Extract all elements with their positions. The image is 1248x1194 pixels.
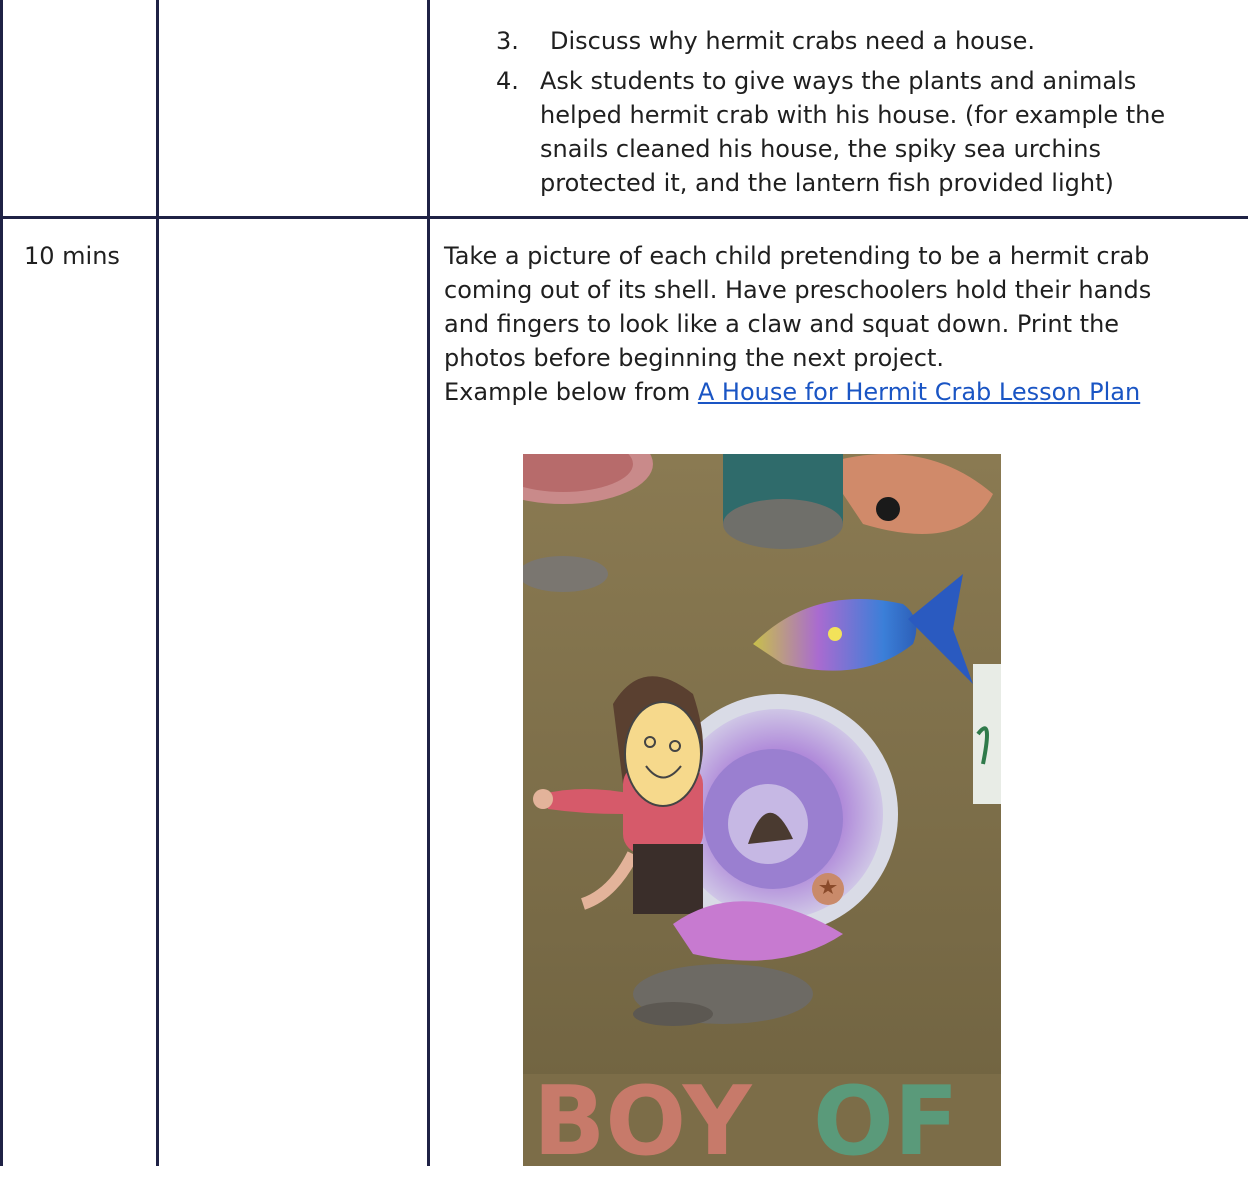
- list-item-text-line: snails cleaned his house, the spiky sea urchins: [540, 135, 1101, 163]
- paragraph-line: coming out of its shell. Have preschoolers hold their hands: [444, 276, 1152, 304]
- list-item-text-line: Ask students to give ways the plants and animals: [540, 67, 1137, 95]
- table-border-col2: [427, 0, 430, 1166]
- table-border-left: [0, 0, 3, 1166]
- list-item-number: 3.: [496, 27, 519, 55]
- example-photo: [523, 454, 1001, 1166]
- paragraph-line: Take a picture of each child pretending to be a hermit crab: [444, 242, 1150, 270]
- table-border-row: [0, 216, 1248, 219]
- lesson-plan-link[interactable]: A House for Hermit Crab Lesson Plan: [697, 378, 1141, 406]
- time-cell: 10 mins: [24, 242, 120, 270]
- table-border-col1: [156, 0, 159, 1166]
- photo-lettering: BOY: [533, 1067, 752, 1166]
- example-prefix: Example below from: [444, 378, 698, 406]
- list-item-text-line: protected it, and the lantern fish provided light): [540, 169, 1114, 197]
- svg-text:OF: OF: [813, 1067, 959, 1166]
- list-item-number: 4.: [496, 67, 519, 95]
- list-item-text-line: helped hermit crab with his house. (for example the: [540, 101, 1166, 129]
- list-item-text: Discuss why hermit crabs need a house.: [550, 27, 1035, 55]
- paragraph-line: and fingers to look like a claw and squat down. Print the: [444, 310, 1120, 338]
- example-line: [444, 377, 1140, 407]
- paragraph-line: photos before beginning the next project.: [444, 344, 945, 372]
